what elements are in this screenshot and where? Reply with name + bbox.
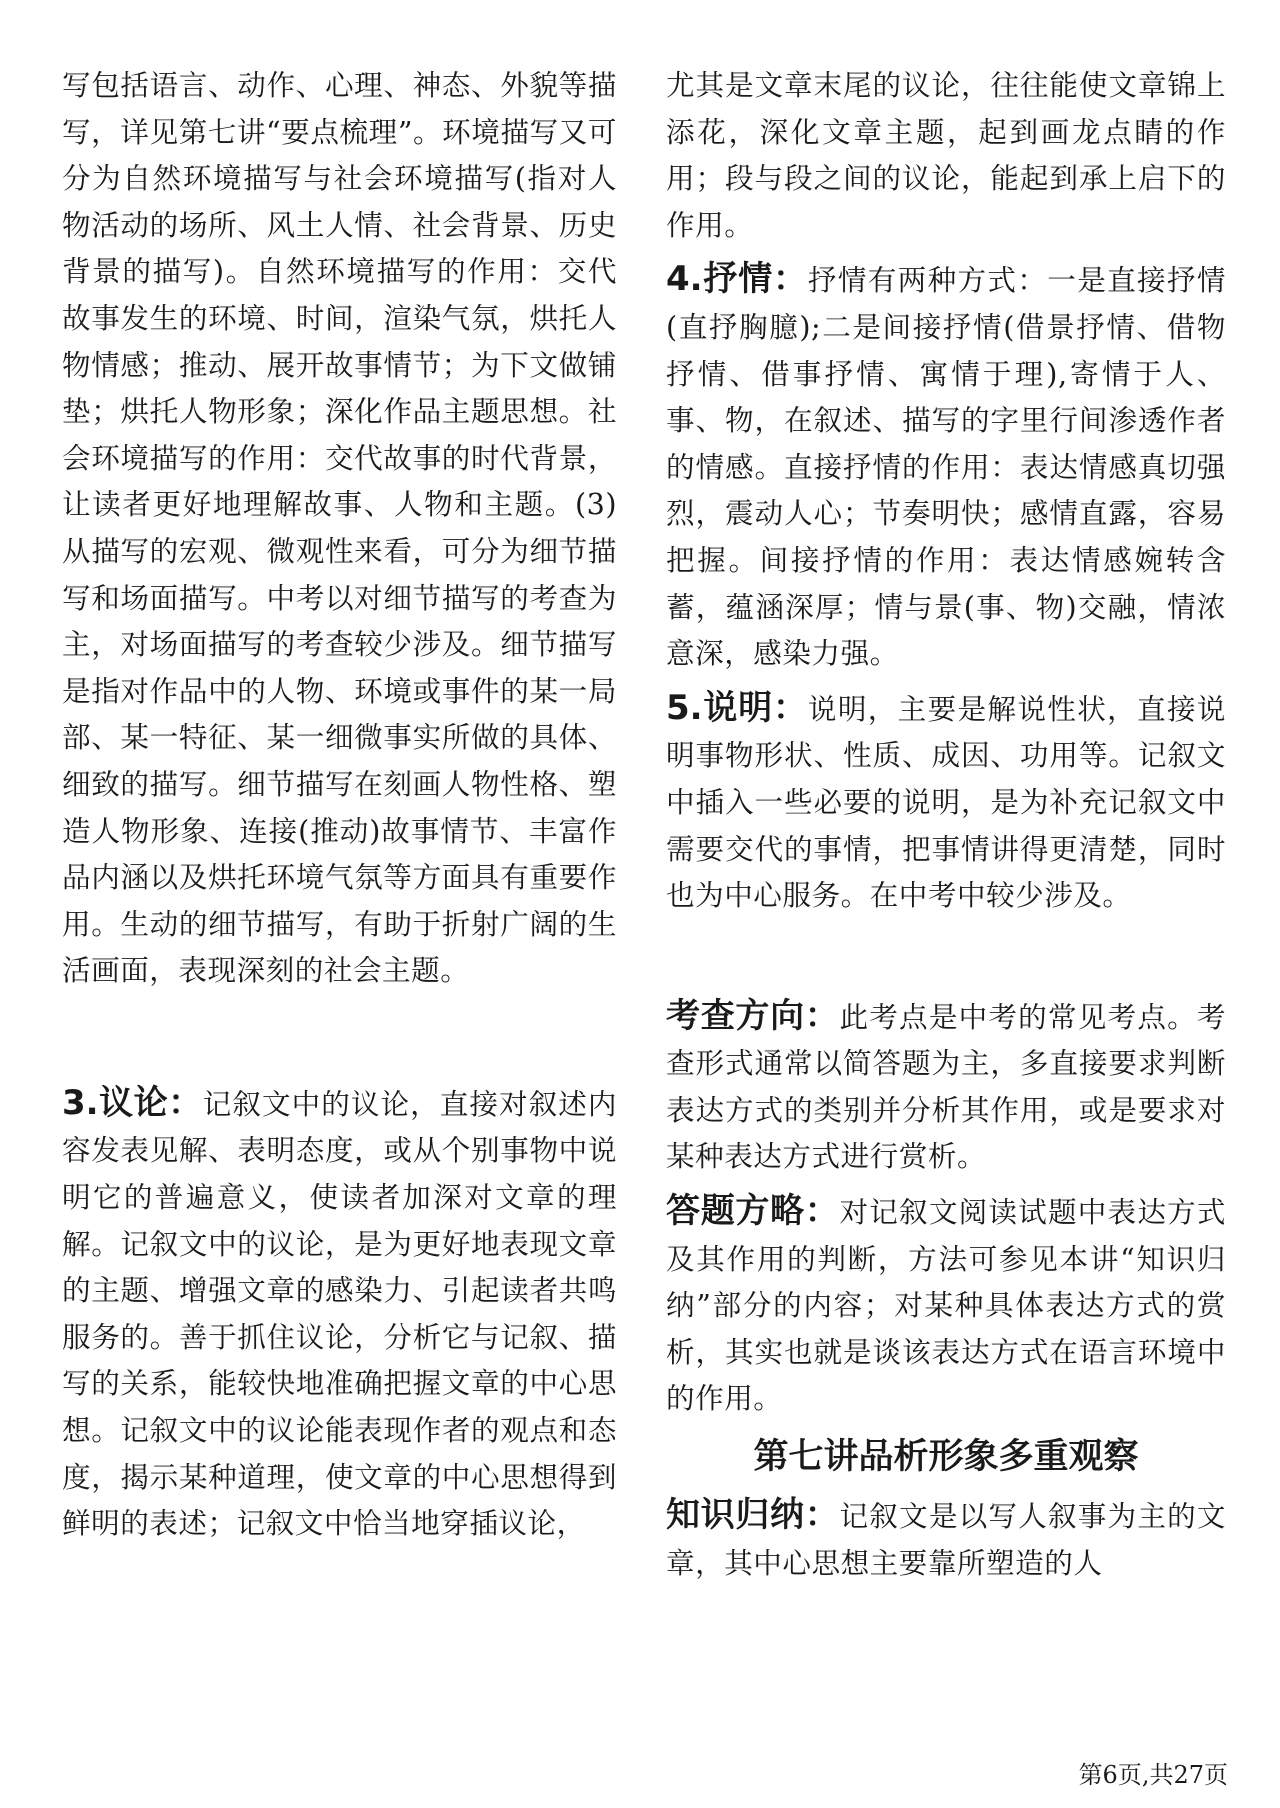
exposition-heading: 5.说明： — [666, 687, 808, 728]
lyric-heading: 4.抒情： — [666, 259, 808, 300]
exam-direction-text: 此考点是中考的常见考点。考查形式通常以简答题为主，多直接要求判断表达方式的类别并分析其作用，或是要求对某种表达方式进行赏析。 — [666, 999, 1226, 1174]
knowledge-paragraph — [666, 1492, 1226, 1586]
argument-heading: 3.议论： — [62, 1082, 203, 1123]
exposition-paragraph — [666, 685, 1226, 919]
exam-direction-paragraph — [666, 993, 1226, 1180]
answer-strategy-heading: 答题方略： — [666, 1191, 840, 1232]
exam-direction-heading: 考查方向： — [666, 995, 840, 1036]
argument-text: 记叙文中的议论，直接对叙述内容发表见解、表明态度，或从个别事物中说明它的普遍意义，使读者加深对文章的理解。记叙文中的议论，是为更好地表现文章的主题、增强文章的感染力、引起读者共鸣服务的。善于抓住议论，分析它与记叙、描写的关系，能较快地准确把握文章的中心思想。记叙文中的议论能表现作者的观点和态度，揭示某种道理，使文章的中心思想得到鲜明的表述；记叙文中恰当地穿插议论， — [62, 1086, 617, 1541]
page-number: 第6页,共27页 — [1078, 1761, 1228, 1789]
answer-strategy-text: 对记叙文阅读试题中表达方式及其作用的判断，方法可参见本讲“知识归纳”部分的内容；对某种具体表达方式的赏析，其实也就是谈该表达方式在语言环境中的作用。 — [666, 1195, 1226, 1416]
lyric-paragraph — [666, 256, 1226, 676]
argument-continuation-text: 尤其是文章末尾的议论，往往能使文章锦上添花，深化文章主题，起到画龙点睛的作用；段与段之间的议论，能起到承上启下的作用。 — [666, 68, 1226, 242]
argument-continuation-paragraph — [666, 62, 1226, 248]
knowledge-heading: 知识归纳： — [666, 1495, 840, 1536]
answer-strategy-paragraph — [666, 1188, 1226, 1422]
right-column — [666, 62, 1226, 1586]
left-column — [62, 62, 617, 1547]
argument-paragraph — [62, 1080, 617, 1547]
lecture-title: 第七讲品析形象多重观察 — [753, 1437, 1139, 1478]
knowledge-text: 记叙文是以写人叙事为主的文章，其中心思想主要靠所塑造的人 — [666, 1499, 1226, 1580]
lyric-text: 抒情有两种方式：一是直接抒情(直抒胸臆);二是间接抒情(借景抒情、借物抒情、借事抒情、寓情于理),寄情于人、事、物，在叙述、描写的字里行间渗透作者的情感。直接抒情的作用：表达情感真切强烈，震动人心；节奏明快；感情直露，容易把握。间接抒情的作用：表达情感婉转含蓄，蕴涵深厚；情与景(事、物)交融，情浓意深，感染力强。 — [666, 263, 1226, 671]
description-continuation-paragraph — [62, 62, 617, 994]
exposition-text: 说明，主要是解说性状，直接说明事物形状、性质、成因、功用等。记叙文中插入一些必要的说明，是为补充记叙文中需要交代的事情，把事情讲得更清楚，同时也为中心服务。在中考中较少涉及。 — [666, 691, 1226, 913]
description-continuation-text: 写包括语言、动作、心理、神态、外貌等描写，详见第七讲“要点梳理”。环境描写又可分为自然环境描写与社会环境描写(指对人物活动的场所、风土人情、社会背景、历史背景的描写)。自然环境描写的作用：交代故事发生的环境、时间，渲染气氛，烘托人物情感；推动、展开故事情节；为下文做铺垫；烘托人物形象；深化作品主题思想。社会环境描写的作用：交代故事的时代背景，让读者更好地理解故事、人物和主题。(3)从描写的宏观、微观性来看，可分为细节描写和场面描写。中考以对细节描写的考查为主，对场面描写的考查较少涉及。细节描写是指对作品中的人物、环境或事件的某一局部、某一特征、某一细微事实所做的具体、细致的描写。细节描写在刻画人物性格、塑造人物形象、连接(推动)故事情节、丰富作品内涵以及烘托环境气氛等方面具有重要作用。生动的细节描写，有助于折射广阔的生活画面，表现深刻的社会主题。 — [62, 68, 617, 988]
